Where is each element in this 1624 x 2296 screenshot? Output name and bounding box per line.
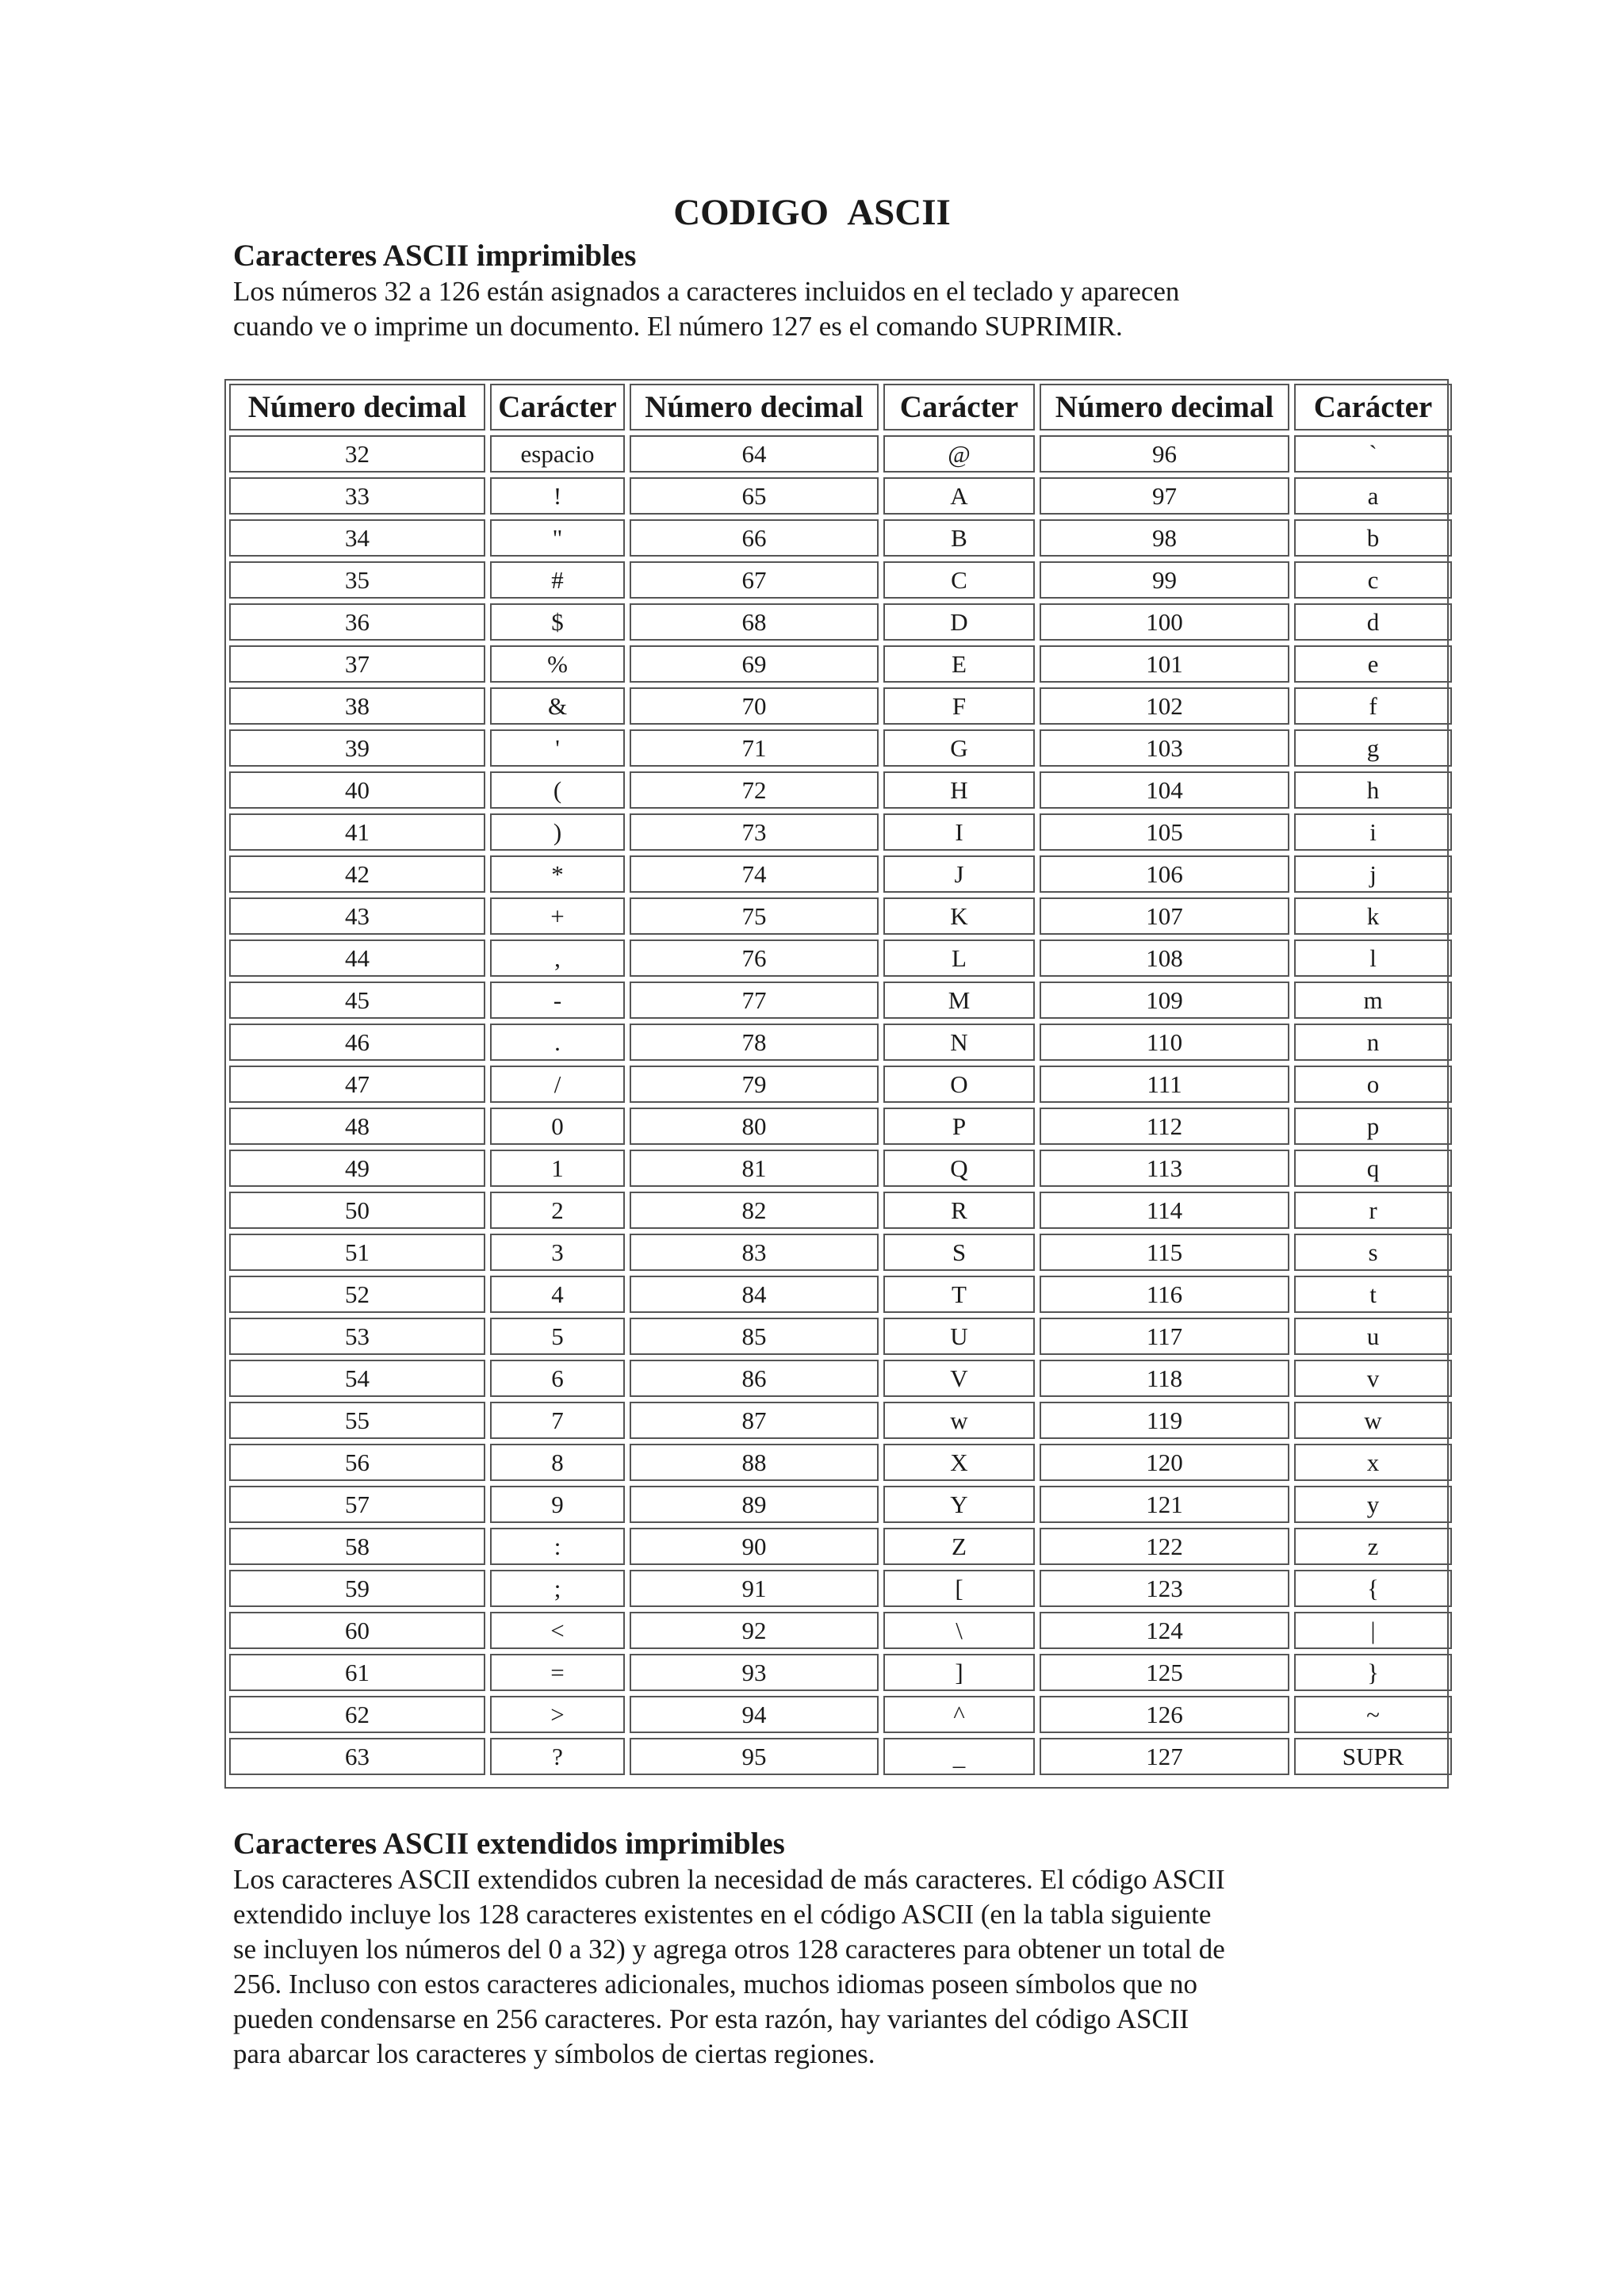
decimal-cell: 95 [630, 1738, 879, 1775]
character-cell: % [490, 645, 625, 683]
decimal-cell: 34 [229, 519, 485, 557]
section-heading-printable: Caracteres ASCII imprimibles [233, 239, 637, 273]
decimal-cell: 55 [229, 1402, 485, 1439]
section-paragraph-extended [233, 1862, 1327, 2072]
character-cell: B [883, 519, 1035, 557]
character-cell: y [1294, 1486, 1452, 1523]
paragraph-line: se incluyen los números del 0 a 32) y agrega otros 128 caracteres para obtener un total de [233, 1934, 1225, 1965]
decimal-cell: 93 [630, 1654, 879, 1691]
decimal-cell: 64 [630, 435, 879, 473]
decimal-cell: 86 [630, 1360, 879, 1397]
decimal-cell: 42 [229, 855, 485, 893]
decimal-cell: 62 [229, 1696, 485, 1733]
decimal-cell: 88 [630, 1444, 879, 1481]
character-cell: : [490, 1528, 625, 1565]
column-header: Carácter [490, 384, 625, 430]
table-row [229, 603, 1452, 641]
table-row [229, 1066, 1452, 1103]
character-cell: - [490, 982, 625, 1019]
character-cell: | [1294, 1612, 1452, 1649]
decimal-cell: 100 [1040, 603, 1289, 641]
character-cell: o [1294, 1066, 1452, 1103]
character-cell: ` [1294, 435, 1452, 473]
decimal-cell: 101 [1040, 645, 1289, 683]
decimal-cell: 44 [229, 939, 485, 977]
character-cell: b [1294, 519, 1452, 557]
decimal-cell: 45 [229, 982, 485, 1019]
decimal-cell: 74 [630, 855, 879, 893]
table-row [229, 897, 1452, 935]
decimal-cell: 41 [229, 813, 485, 851]
character-cell: < [490, 1612, 625, 1649]
table-row [229, 1486, 1452, 1523]
character-cell: q [1294, 1150, 1452, 1187]
decimal-cell: 52 [229, 1276, 485, 1313]
paragraph-line: Los números 32 a 126 están asignados a caracteres incluidos en el teclado y aparecen [233, 276, 1180, 307]
decimal-cell: 102 [1040, 687, 1289, 725]
character-cell: z [1294, 1528, 1452, 1565]
decimal-cell: 119 [1040, 1402, 1289, 1439]
character-cell: ] [883, 1654, 1035, 1691]
character-cell: / [490, 1066, 625, 1103]
table-row [229, 561, 1452, 599]
decimal-cell: 114 [1040, 1192, 1289, 1229]
decimal-cell: 108 [1040, 939, 1289, 977]
character-cell: [ [883, 1570, 1035, 1607]
character-cell: M [883, 982, 1035, 1019]
character-cell: 5 [490, 1318, 625, 1355]
decimal-cell: 78 [630, 1024, 879, 1061]
table-row [229, 729, 1452, 767]
ascii-table-frame [224, 379, 1449, 1789]
paragraph-line: pueden condensarse en 256 caracteres. Por esta razón, hay variantes del código ASCII [233, 2003, 1189, 2034]
character-cell: d [1294, 603, 1452, 641]
decimal-cell: 53 [229, 1318, 485, 1355]
character-cell: Q [883, 1150, 1035, 1187]
decimal-cell: 98 [1040, 519, 1289, 557]
character-cell: espacio [490, 435, 625, 473]
decimal-cell: 107 [1040, 897, 1289, 935]
decimal-cell: 67 [630, 561, 879, 599]
table-row [229, 813, 1452, 851]
decimal-cell: 49 [229, 1150, 485, 1187]
decimal-cell: 58 [229, 1528, 485, 1565]
decimal-cell: 109 [1040, 982, 1289, 1019]
table-row [229, 1402, 1452, 1439]
decimal-cell: 33 [229, 477, 485, 515]
character-cell: a [1294, 477, 1452, 515]
decimal-cell: 106 [1040, 855, 1289, 893]
decimal-cell: 92 [630, 1612, 879, 1649]
decimal-cell: 115 [1040, 1234, 1289, 1271]
decimal-cell: 56 [229, 1444, 485, 1481]
character-cell: _ [883, 1738, 1035, 1775]
character-cell: J [883, 855, 1035, 893]
character-cell: C [883, 561, 1035, 599]
decimal-cell: 39 [229, 729, 485, 767]
character-cell: N [883, 1024, 1035, 1061]
decimal-cell: 105 [1040, 813, 1289, 851]
table-row [229, 1654, 1452, 1691]
decimal-cell: 60 [229, 1612, 485, 1649]
character-cell: k [1294, 897, 1452, 935]
decimal-cell: 57 [229, 1486, 485, 1523]
character-cell: 9 [490, 1486, 625, 1523]
decimal-cell: 126 [1040, 1696, 1289, 1733]
character-cell: ^ [883, 1696, 1035, 1733]
character-cell: S [883, 1234, 1035, 1271]
character-cell: , [490, 939, 625, 977]
table-row [229, 1024, 1452, 1061]
character-cell: g [1294, 729, 1452, 767]
decimal-cell: 91 [630, 1570, 879, 1607]
character-cell: 7 [490, 1402, 625, 1439]
table-row [229, 519, 1452, 557]
character-cell: 3 [490, 1234, 625, 1271]
table-row [229, 939, 1452, 977]
decimal-cell: 96 [1040, 435, 1289, 473]
character-cell: = [490, 1654, 625, 1691]
paragraph-line: para abarcar los caracteres y símbolos de ciertas regiones. [233, 2038, 875, 2069]
character-cell: p [1294, 1108, 1452, 1145]
decimal-cell: 103 [1040, 729, 1289, 767]
character-cell: i [1294, 813, 1452, 851]
decimal-cell: 68 [630, 603, 879, 641]
character-cell: V [883, 1360, 1035, 1397]
section-paragraph-printable [233, 274, 1343, 344]
decimal-cell: 120 [1040, 1444, 1289, 1481]
decimal-cell: 124 [1040, 1612, 1289, 1649]
character-cell: } [1294, 1654, 1452, 1691]
table-row [229, 1570, 1452, 1607]
decimal-cell: 54 [229, 1360, 485, 1397]
decimal-cell: 66 [630, 519, 879, 557]
character-cell: ) [490, 813, 625, 851]
column-header: Número decimal [229, 384, 485, 430]
character-cell: R [883, 1192, 1035, 1229]
decimal-cell: 116 [1040, 1276, 1289, 1313]
character-cell: \ [883, 1612, 1035, 1649]
character-cell: K [883, 897, 1035, 935]
character-cell: s [1294, 1234, 1452, 1271]
decimal-cell: 36 [229, 603, 485, 641]
section-heading-extended: Caracteres ASCII extendidos imprimibles [233, 1827, 785, 1861]
decimal-cell: 94 [630, 1696, 879, 1733]
paragraph-line: 256. Incluso con estos caracteres adicionales, muchos idiomas poseen símbolos que no [233, 1969, 1197, 1999]
character-cell: . [490, 1024, 625, 1061]
table-row [229, 1528, 1452, 1565]
character-cell: m [1294, 982, 1452, 1019]
table-row [229, 771, 1452, 809]
character-cell: @ [883, 435, 1035, 473]
table-row [229, 855, 1452, 893]
character-cell: { [1294, 1570, 1452, 1607]
decimal-cell: 32 [229, 435, 485, 473]
character-cell: Z [883, 1528, 1035, 1565]
character-cell: I [883, 813, 1035, 851]
character-cell: L [883, 939, 1035, 977]
decimal-cell: 121 [1040, 1486, 1289, 1523]
table-row [229, 1108, 1452, 1145]
character-cell: e [1294, 645, 1452, 683]
character-cell: l [1294, 939, 1452, 977]
decimal-cell: 77 [630, 982, 879, 1019]
decimal-cell: 40 [229, 771, 485, 809]
character-cell: 4 [490, 1276, 625, 1313]
character-cell: ! [490, 477, 625, 515]
table-row [229, 1612, 1452, 1649]
decimal-cell: 70 [630, 687, 879, 725]
decimal-cell: 48 [229, 1108, 485, 1145]
decimal-cell: 123 [1040, 1570, 1289, 1607]
decimal-cell: 127 [1040, 1738, 1289, 1775]
decimal-cell: 117 [1040, 1318, 1289, 1355]
character-cell: ' [490, 729, 625, 767]
character-cell: ~ [1294, 1696, 1452, 1733]
character-cell: G [883, 729, 1035, 767]
decimal-cell: 81 [630, 1150, 879, 1187]
decimal-cell: 113 [1040, 1150, 1289, 1187]
character-cell: 1 [490, 1150, 625, 1187]
paragraph-line: extendido incluye los 128 caracteres existentes en el código ASCII (en la tabla siguiente [233, 1899, 1212, 1930]
decimal-cell: 76 [630, 939, 879, 977]
character-cell: $ [490, 603, 625, 641]
character-cell: D [883, 603, 1035, 641]
column-header: Número decimal [1040, 384, 1289, 430]
character-cell: w [883, 1402, 1035, 1439]
character-cell: Y [883, 1486, 1035, 1523]
decimal-cell: 43 [229, 897, 485, 935]
table-row [229, 1150, 1452, 1187]
decimal-cell: 89 [630, 1486, 879, 1523]
character-cell: ; [490, 1570, 625, 1607]
character-cell: h [1294, 771, 1452, 809]
character-cell: T [883, 1276, 1035, 1313]
character-cell: 8 [490, 1444, 625, 1481]
character-cell: 2 [490, 1192, 625, 1229]
character-cell: u [1294, 1318, 1452, 1355]
table-row [229, 1276, 1452, 1313]
table-row [229, 1234, 1452, 1271]
character-cell: w [1294, 1402, 1452, 1439]
decimal-cell: 111 [1040, 1066, 1289, 1103]
table-row [229, 1360, 1452, 1397]
decimal-cell: 87 [630, 1402, 879, 1439]
decimal-cell: 46 [229, 1024, 485, 1061]
character-cell: O [883, 1066, 1035, 1103]
decimal-cell: 35 [229, 561, 485, 599]
column-header: Carácter [1294, 384, 1452, 430]
ascii-table [224, 379, 1457, 1780]
table-row [229, 1192, 1452, 1229]
decimal-cell: 73 [630, 813, 879, 851]
character-cell: r [1294, 1192, 1452, 1229]
decimal-cell: 122 [1040, 1528, 1289, 1565]
table-row [229, 645, 1452, 683]
decimal-cell: 65 [630, 477, 879, 515]
character-cell: 6 [490, 1360, 625, 1397]
decimal-cell: 82 [630, 1192, 879, 1229]
character-cell: f [1294, 687, 1452, 725]
character-cell: P [883, 1108, 1035, 1145]
decimal-cell: 59 [229, 1570, 485, 1607]
decimal-cell: 125 [1040, 1654, 1289, 1691]
column-header: Carácter [883, 384, 1035, 430]
document-title: CODIGO ASCII [673, 192, 951, 233]
paragraph-line: Los caracteres ASCII extendidos cubren la necesidad de más caracteres. El código ASCII [233, 1864, 1225, 1895]
table-row [229, 1318, 1452, 1355]
character-cell: F [883, 687, 1035, 725]
decimal-cell: 61 [229, 1654, 485, 1691]
decimal-cell: 51 [229, 1234, 485, 1271]
decimal-cell: 72 [630, 771, 879, 809]
decimal-cell: 79 [630, 1066, 879, 1103]
character-cell: ( [490, 771, 625, 809]
paragraph-line: cuando ve o imprime un documento. El número 127 es el comando SUPRIMIR. [233, 311, 1123, 342]
table-row [229, 1696, 1452, 1733]
decimal-cell: 99 [1040, 561, 1289, 599]
table-row [229, 435, 1452, 473]
decimal-cell: 118 [1040, 1360, 1289, 1397]
character-cell: " [490, 519, 625, 557]
character-cell: X [883, 1444, 1035, 1481]
decimal-cell: 104 [1040, 771, 1289, 809]
character-cell: c [1294, 561, 1452, 599]
decimal-cell: 75 [630, 897, 879, 935]
character-cell: * [490, 855, 625, 893]
character-cell: E [883, 645, 1035, 683]
character-cell: 0 [490, 1108, 625, 1145]
table-row [229, 477, 1452, 515]
decimal-cell: 37 [229, 645, 485, 683]
decimal-cell: 47 [229, 1066, 485, 1103]
table-row [229, 1738, 1452, 1775]
table-row [229, 687, 1452, 725]
decimal-cell: 80 [630, 1108, 879, 1145]
decimal-cell: 110 [1040, 1024, 1289, 1061]
table-row [229, 982, 1452, 1019]
decimal-cell: 112 [1040, 1108, 1289, 1145]
character-cell: x [1294, 1444, 1452, 1481]
decimal-cell: 85 [630, 1318, 879, 1355]
decimal-cell: 84 [630, 1276, 879, 1313]
character-cell: > [490, 1696, 625, 1733]
character-cell: n [1294, 1024, 1452, 1061]
table-header-row [229, 384, 1452, 430]
table-row [229, 1444, 1452, 1481]
character-cell: + [490, 897, 625, 935]
decimal-cell: 71 [630, 729, 879, 767]
table-body [229, 435, 1452, 1775]
decimal-cell: 90 [630, 1528, 879, 1565]
character-cell: # [490, 561, 625, 599]
character-cell: H [883, 771, 1035, 809]
character-cell: SUPR [1294, 1738, 1452, 1775]
decimal-cell: 63 [229, 1738, 485, 1775]
decimal-cell: 97 [1040, 477, 1289, 515]
character-cell: U [883, 1318, 1035, 1355]
decimal-cell: 50 [229, 1192, 485, 1229]
character-cell: & [490, 687, 625, 725]
decimal-cell: 69 [630, 645, 879, 683]
character-cell: v [1294, 1360, 1452, 1397]
column-header: Número decimal [630, 384, 879, 430]
decimal-cell: 83 [630, 1234, 879, 1271]
character-cell: ? [490, 1738, 625, 1775]
character-cell: j [1294, 855, 1452, 893]
decimal-cell: 38 [229, 687, 485, 725]
character-cell: A [883, 477, 1035, 515]
character-cell: t [1294, 1276, 1452, 1313]
